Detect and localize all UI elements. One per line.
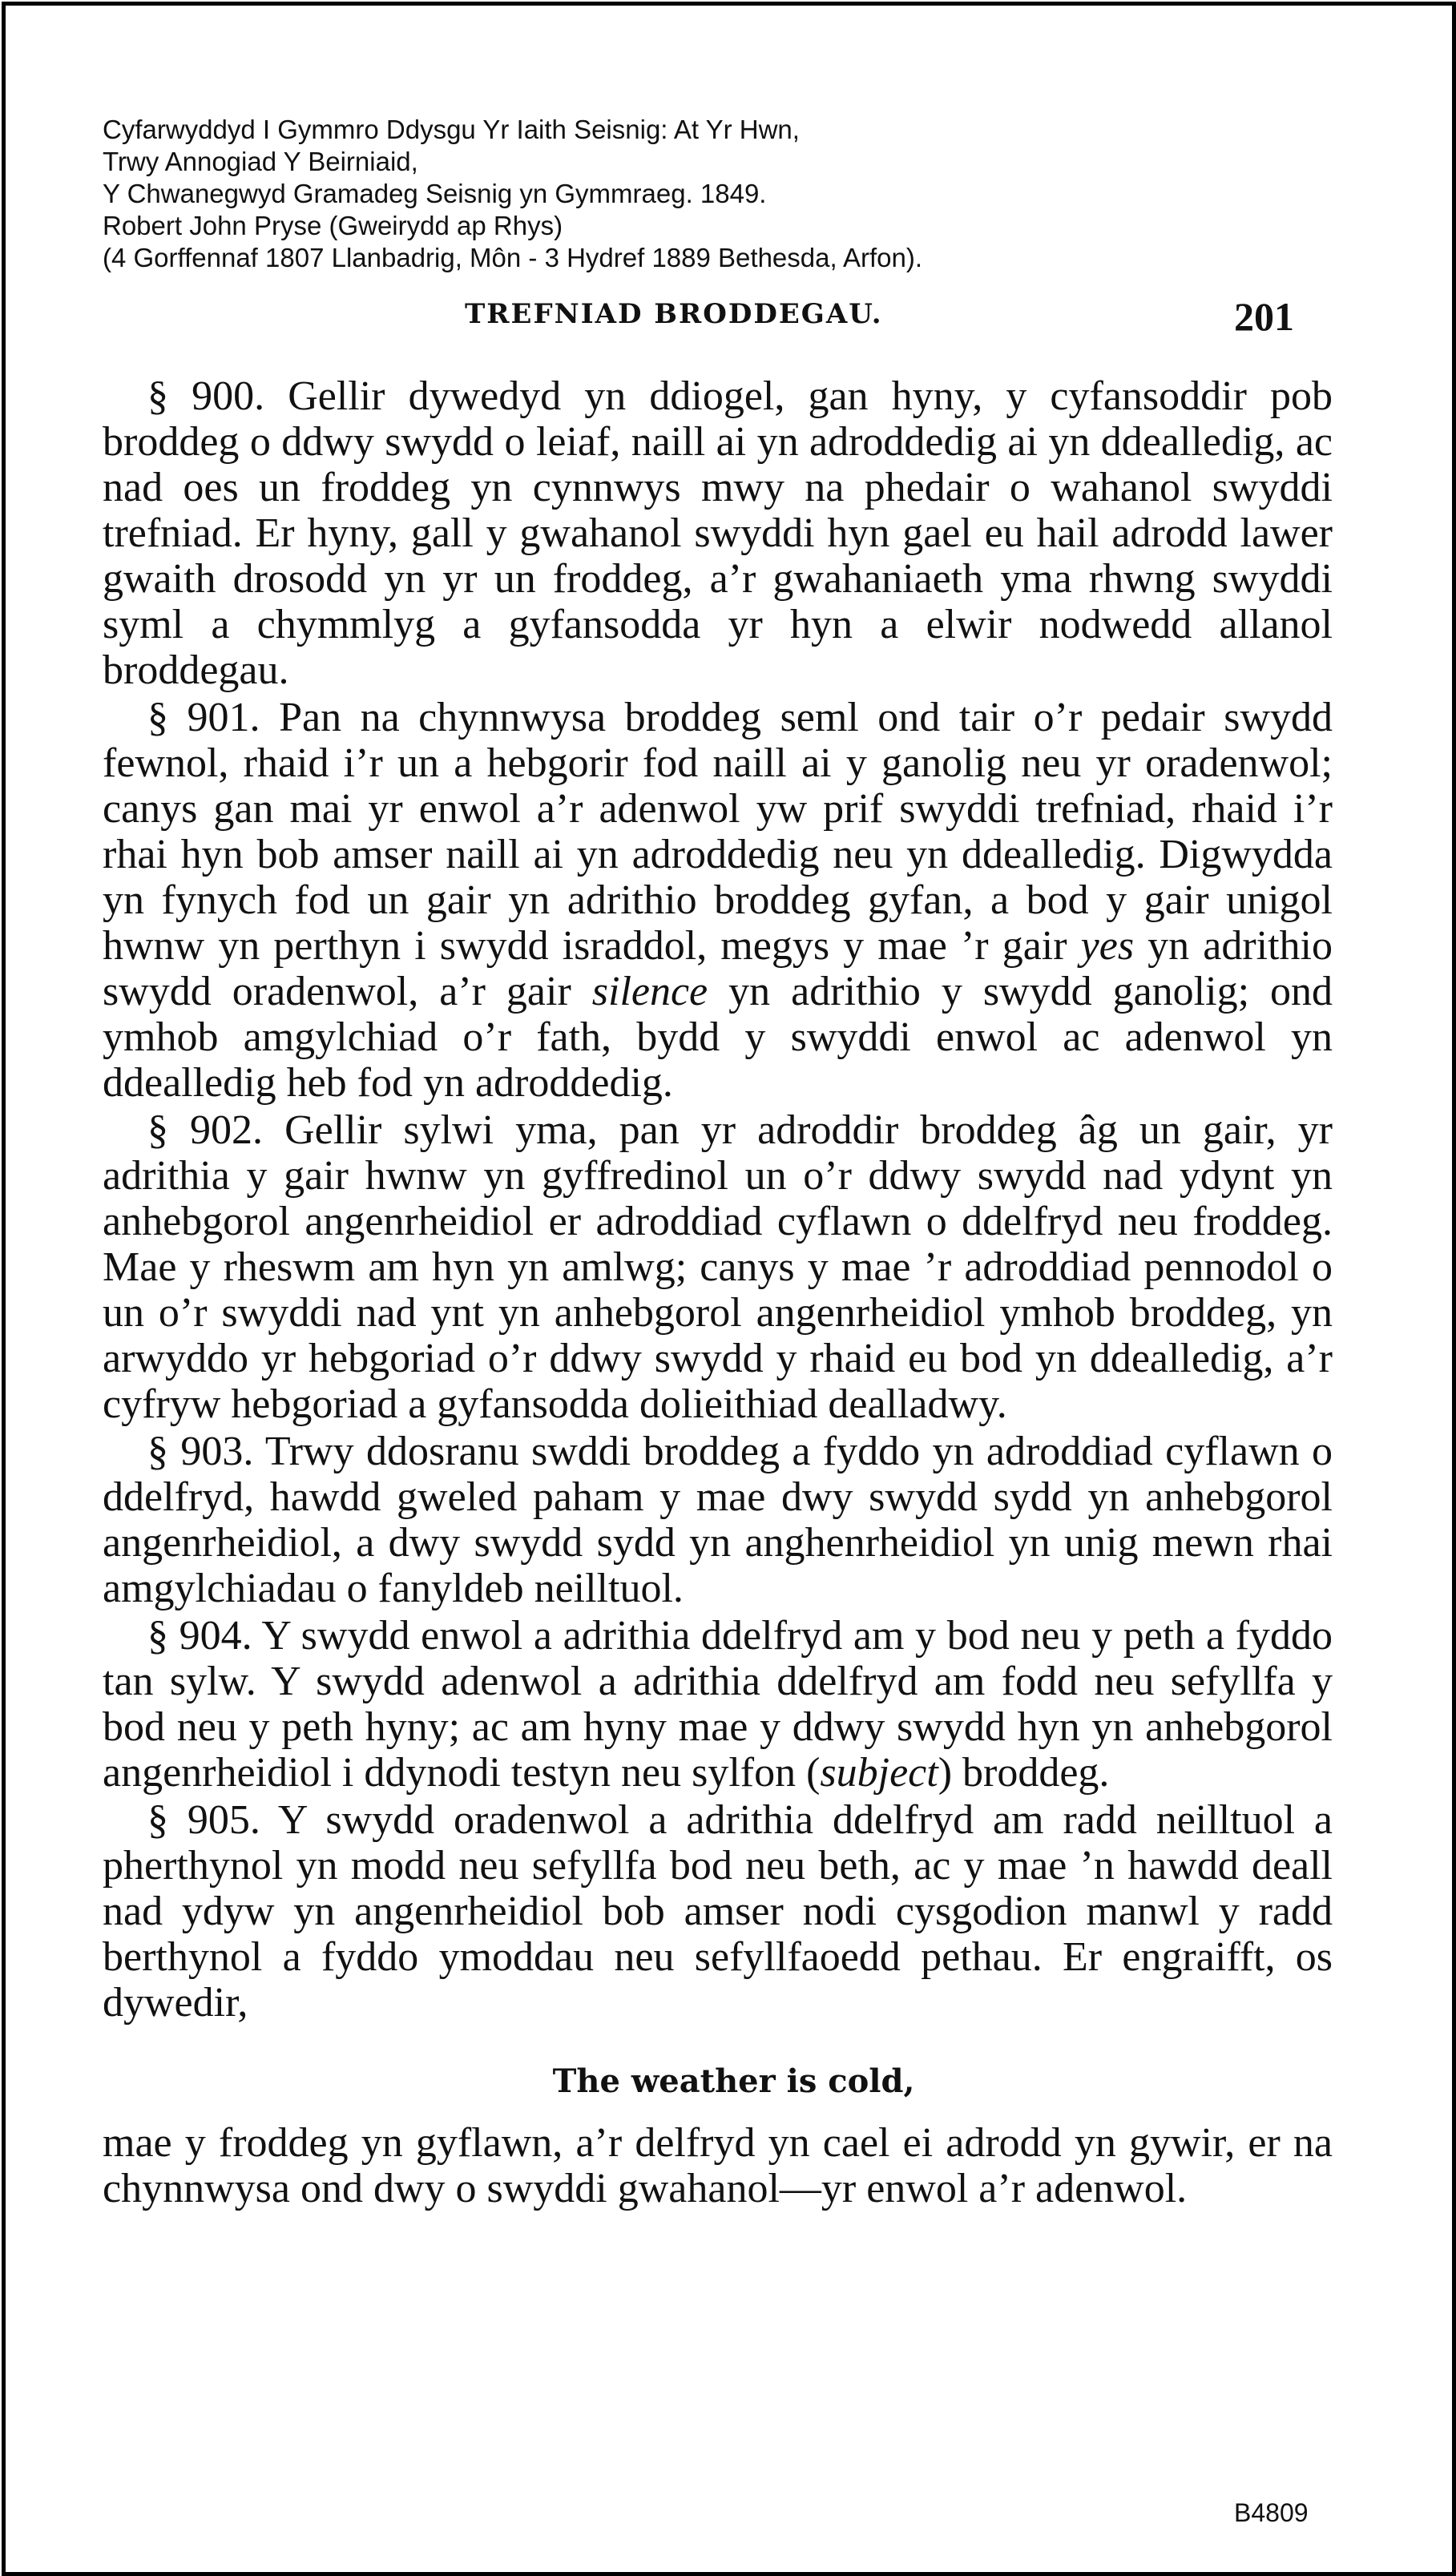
- note-line-3: Y Chwanegwyd Gramadeg Seisnig yn Gymmraeg. 1849.: [103, 179, 767, 208]
- section-number: § 901.: [147, 695, 260, 740]
- section-number: § 900.: [147, 373, 265, 419]
- paragraph-900: [103, 373, 1333, 693]
- paragraph-text: Y swydd oradenwol a adrithia ddelfryd am radd neilltuol a pherthynol yn modd neu sefyllfa bod neu beth, ac y mae ’n hawdd deall nad ydyw yn angenrheidiol bob amser nodi cysgodion manwl y radd berthynol a fyddo ymoddau neu sefyllfaoedd pethau. Er engraifft, os dywedir,: [103, 1797, 1333, 2026]
- footer-code: B4809: [1234, 2498, 1309, 2527]
- paragraph-text: Trwy ddosranu swddi broddeg a fyddo yn adroddiad cyflawn o ddelfryd, hawdd gweled paham y mae dwy swydd sydd yn anhebgorol angenrheidiol, a dwy swydd sydd yn anghenrheidiol yn unig mewn rhai amgylchiadau o fanyldeb neilltuol.: [103, 1429, 1333, 1611]
- paragraph-902: [103, 1107, 1333, 1427]
- bibliographic-note: [103, 114, 1064, 274]
- section-number: § 902.: [147, 1107, 264, 1153]
- note-line-5: (4 Gorffennaf 1807 Llanbadrig, Môn - 3 Hydref 1889 Bethesda, Arfon).: [103, 243, 923, 272]
- note-line-4: Robert John Pryse (Gweirydd ap Rhys): [103, 211, 563, 240]
- paragraph-text: Pan na chynnwysa broddeg seml ond tair o’r pedair swydd fewnol, rhaid i’r un a hebgorir fod naill ai y ganolig neu yr oradenwol; canys gan mai yr enwol a’r adenwol yw prif swyddi trefniad, rhaid i’r rhai hyn bob amser naill ai yn adroddedig neu yn ddealledig. Digwydda yn fynych fod un gair yn adrithio broddeg gyfan, a bod y gair unigol hwnw yn perthyn i swydd israddol, megys y mae ’r gair: [103, 695, 1333, 969]
- paragraph-text: Gellir dywedyd yn ddiogel, gan hyny, y cyfansoddir pob broddeg o ddwy swydd o leiaf, naill ai yn adroddedig ai yn ddealledig, ac nad oes un froddeg yn cynnwys mwy na phedair o wahanol swyddi trefniad. Er hyny, gall y gwahanol swyddi hyn gael eu hail adrodd lawer gwaith drosodd yn yr un froddeg, a’r gwahaniaeth yma rhwng swyddi syml a chymmlyg a gyfansodda yr hyn a elwir nodwedd allanol broddegau.: [103, 373, 1333, 693]
- emphasis-word: yes: [1080, 923, 1135, 969]
- body-text: [103, 373, 1333, 2213]
- paragraph-text: ) broddeg.: [938, 1750, 1110, 1796]
- paragraph-904: [103, 1613, 1333, 1796]
- note-line-2: Trwy Annogiad Y Beirniaid,: [103, 147, 418, 176]
- page-number: 201: [1234, 294, 1294, 339]
- paragraph-text: yn adrithio y swydd ganolig; ond ymhob amgylchiad o’r fath, bydd y swyddi enwol ac adenwol yn ddealledig heb fod yn adroddedig.: [103, 969, 1333, 1106]
- paragraph-text: Y swydd enwol a adrithia ddelfryd am y bod neu y peth a fyddo tan sylw. Y swydd adenwol a adrithia ddelfryd am fodd neu sefyllfa y bod neu y peth hyny; ac am hyny mae y ddwy swydd hyn yn anhebgorol angenrheidiol i ddynodi testyn neu sylfon (: [103, 1613, 1333, 1796]
- section-number: § 903.: [147, 1429, 254, 1474]
- closing-paragraph: mae y froddeg yn gyflawn, a’r delfryd yn cael ei adrodd yn gywir, er na chynnwysa ond dwy o swyddi gwahanol—yr enwol a’r adenwol.: [103, 2120, 1333, 2211]
- note-line-1: Cyfarwyddyd I Gymmro Ddysgu Yr Iaith Seisnig: At Yr Hwn,: [103, 115, 800, 144]
- emphasis-word: silence: [591, 969, 708, 1014]
- paragraph-905: [103, 1797, 1333, 2026]
- paragraph-903: [103, 1429, 1333, 1611]
- example-sentence: The weather is cold,: [552, 2062, 915, 2100]
- paragraph-text: Gellir sylwi yma, pan yr adroddir broddeg âg un gair, yr adrithia y gair hwnw yn gyffredinol un o’r ddwy swydd nad ydynt yn anhebgorol angenrheidiol er adroddiad cyflawn o ddelfryd neu froddeg. Mae y rheswm am hyn yn amlwg; canys y mae ’r adroddiad pennodol o un o’r swyddi nad ynt yn anhebgorol angenrheidiol ymhob broddeg, yn arwyddo yr hebgoriad o’r ddwy swydd y rhaid eu bod yn ddealledig, a’r cyfryw hebgoriad a gyfansodda dolieithiad dealladwy.: [103, 1107, 1333, 1427]
- section-number: § 904.: [147, 1613, 252, 1659]
- section-number: § 905.: [147, 1797, 260, 1843]
- running-head: TREFNIAD BRODDEGAU.: [465, 298, 883, 330]
- emphasis-word: subject: [820, 1750, 938, 1796]
- paragraph-text: yn adrithio swydd oradenwol, a’r gair: [103, 923, 1333, 1014]
- paragraph-901: [103, 695, 1333, 1106]
